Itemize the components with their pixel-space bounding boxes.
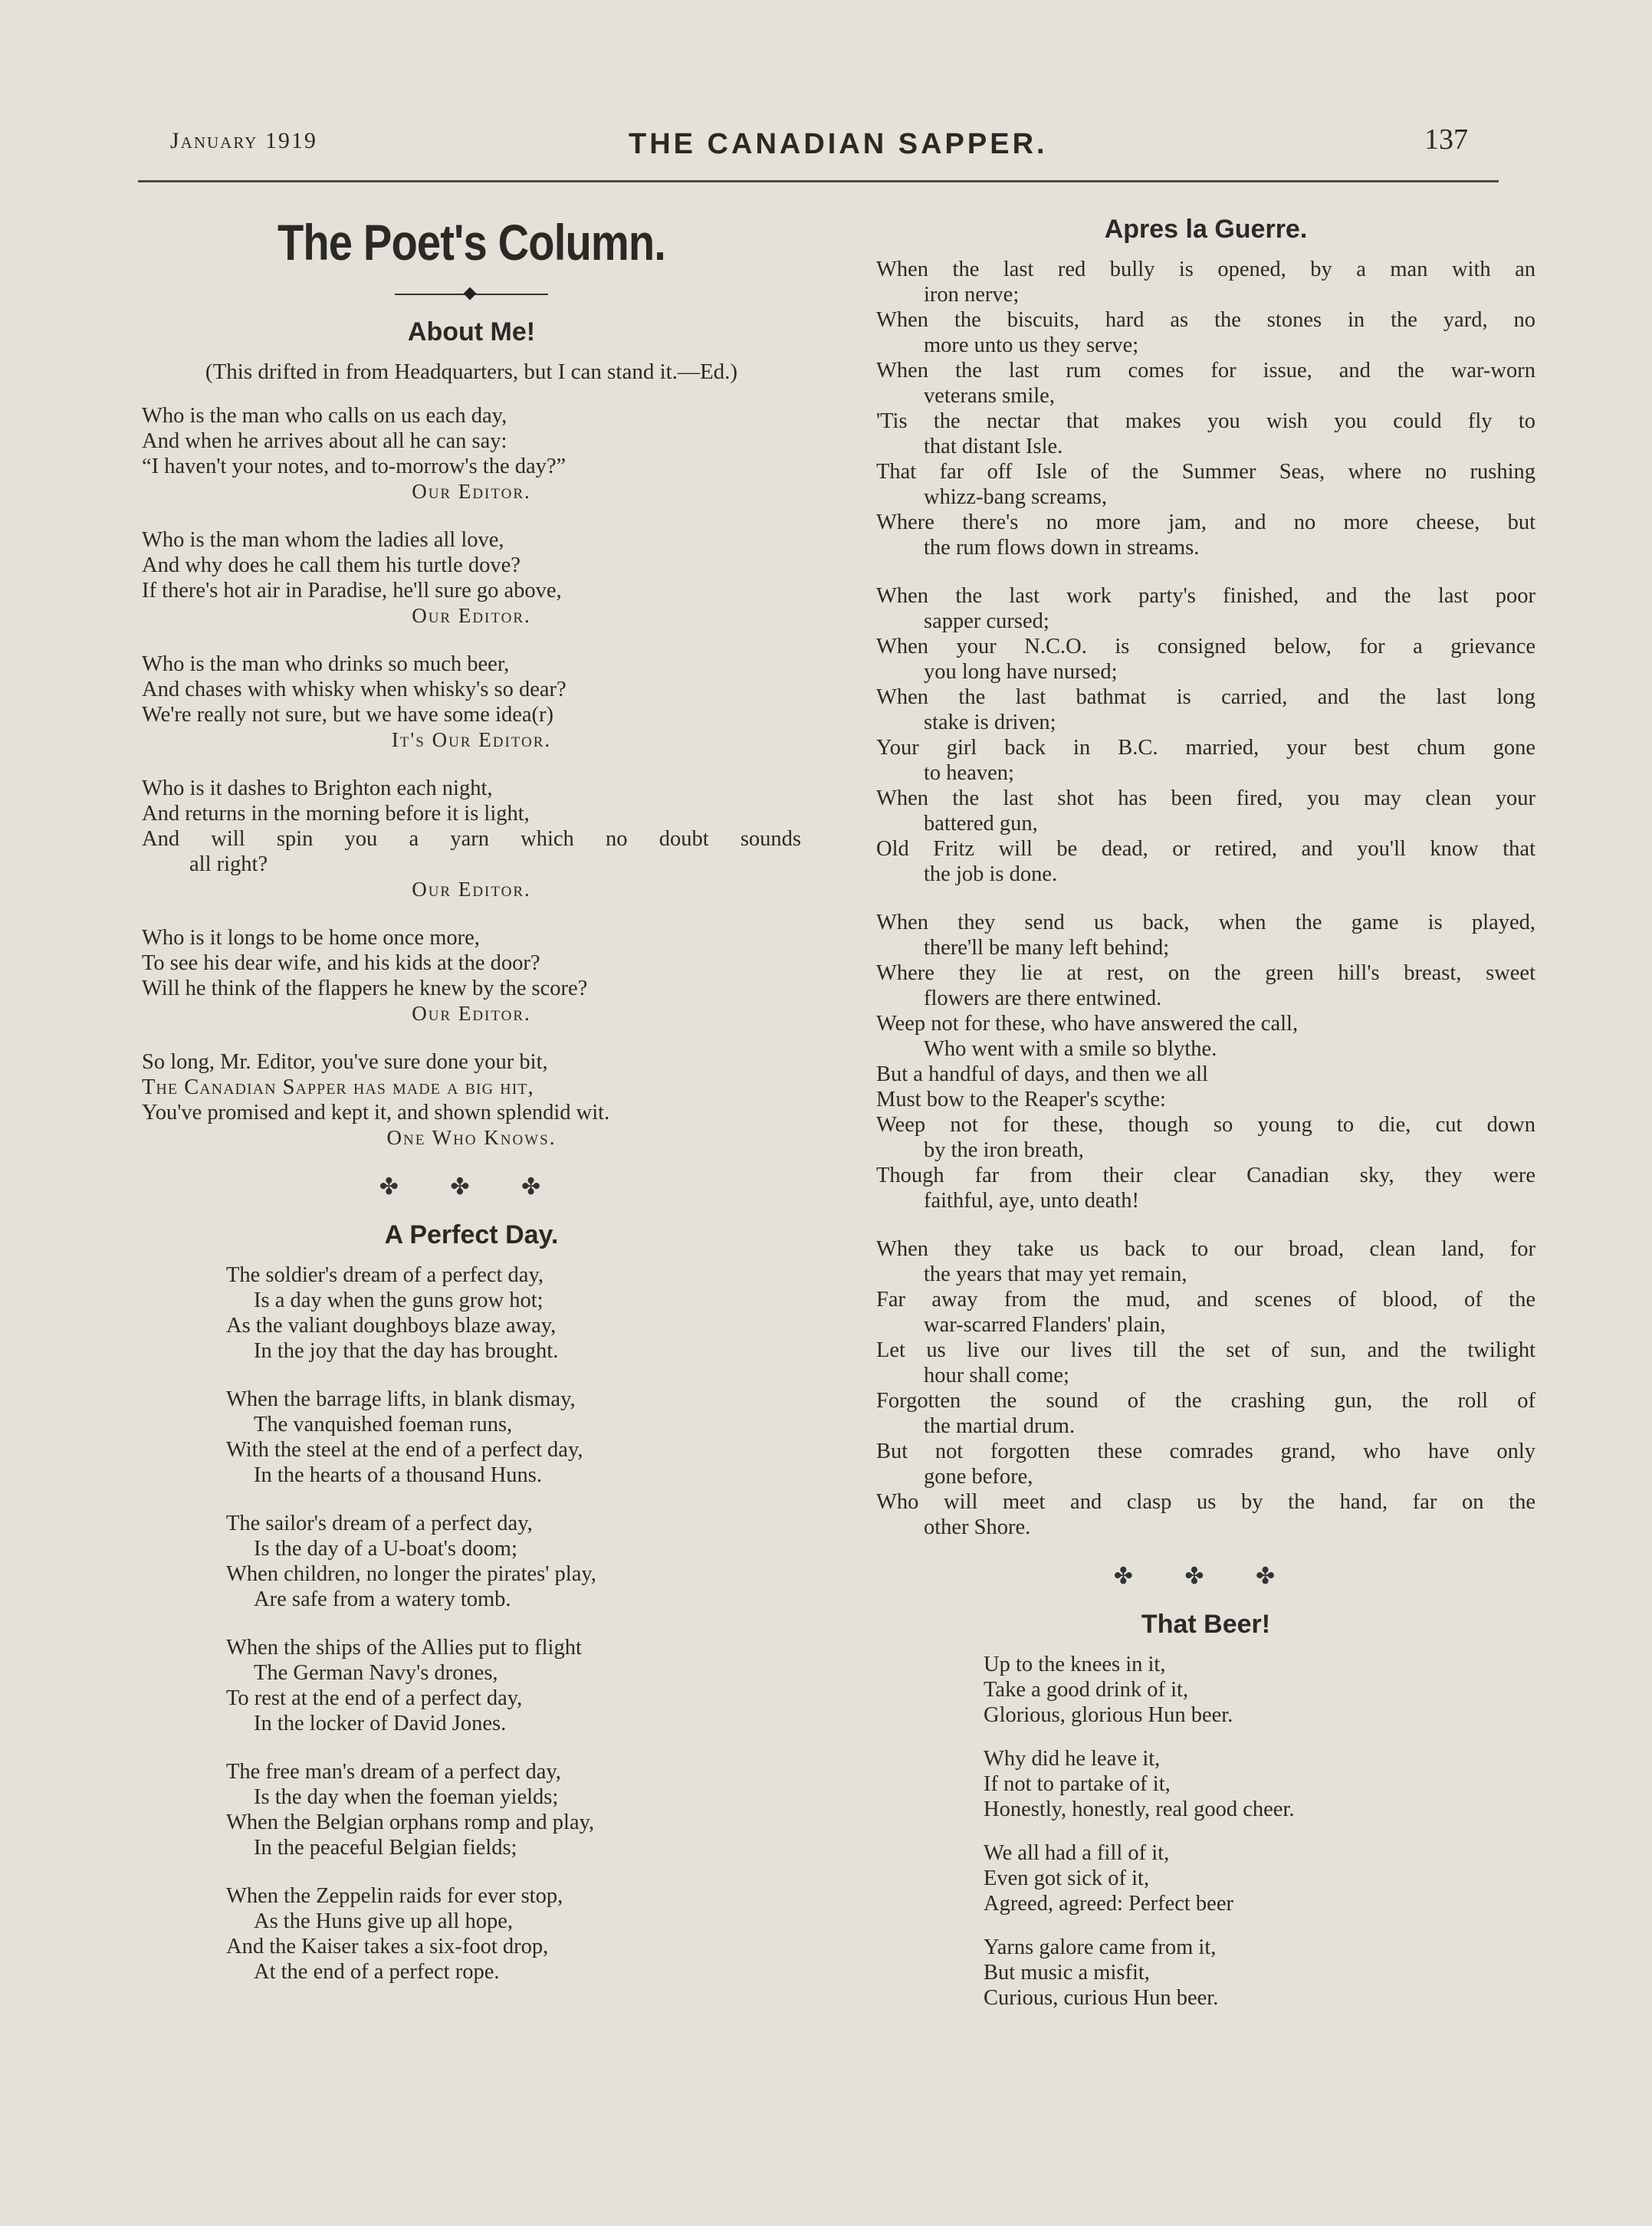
poem-line: Is the day when the foeman yields; (254, 1785, 559, 1809)
poem-line: The vanquished foeman runs, (254, 1413, 513, 1436)
poem-line: Is the day of a U-boat's doom; (254, 1537, 517, 1561)
poem-line: When the ships of the Allies put to flight (226, 1636, 582, 1660)
poem-line: Who is the man who drinks so much beer, (142, 652, 510, 676)
poem-apres-la-guerre (876, 215, 1535, 1540)
poem-line: Let us live our lives till the set of sun, and the twilight (876, 1338, 1535, 1362)
poem-line: Who went with a smile so blythe. (924, 1037, 1217, 1061)
poem-line: to heaven; (924, 761, 1014, 785)
poem-a-perfect-day (142, 1220, 801, 1985)
stanza (142, 1511, 801, 1612)
poem-line: Even got sick of it, (984, 1866, 1150, 1890)
poem-line: Your girl back in B.C. married, your best chum gone (876, 736, 1535, 760)
poem-line: battered gun, (924, 812, 1038, 836)
poem-title: A Perfect Day. (384, 1220, 559, 1249)
left-column (142, 207, 801, 2008)
poem-line: more unto us they serve; (924, 333, 1139, 357)
poem-line: Who will meet and clasp us by the hand, far on the (876, 1490, 1535, 1514)
poem-line: Yarns galore came from it, (984, 1935, 1217, 1959)
poem-line: In the joy that the day has brought. (254, 1339, 559, 1363)
stanza (142, 527, 801, 629)
stanza (876, 1935, 1535, 2011)
poem-line: With the steel at the end of a perfect day, (226, 1438, 583, 1462)
page-title: The Poet's Column. (277, 214, 666, 271)
poem-line: So long, Mr. Editor, you've sure done your bit, (142, 1050, 548, 1074)
poem-line: When your N.C.O. is consigned below, for a grievance (876, 635, 1535, 658)
poem-line: Forgotten the sound of the crashing gun, the roll of (876, 1389, 1535, 1413)
poem-line: Take a good drink of it, (984, 1678, 1189, 1702)
poem-line: the years that may yet remain, (924, 1262, 1187, 1286)
poem-line: hour shall come; (924, 1364, 1069, 1387)
attribution: Our Editor. (412, 878, 531, 901)
running-header (138, 123, 1499, 182)
poem-line: As the Huns give up all hope, (254, 1909, 513, 1933)
poem-line: the job is done. (924, 862, 1058, 886)
poem-line: all right? (189, 852, 268, 876)
poem-line: The soldier's dream of a perfect day, (226, 1263, 544, 1287)
poem-line: Though far from their clear Canadian sky, they were (876, 1164, 1535, 1187)
poem-line: In the locker of David Jones. (254, 1712, 507, 1735)
poem-line: When the Zeppelin raids for ever stop, (226, 1884, 563, 1908)
attribution: One Who Knows. (386, 1126, 557, 1149)
poem-line: whizz-bang screams, (924, 485, 1107, 509)
poem-line: When the last rum comes for issue, and the war-worn (876, 359, 1535, 382)
poem-line: We all had a fill of it, (984, 1841, 1170, 1865)
stanza (142, 776, 801, 902)
poem-line: When they take us back to our broad, clean land, for (876, 1237, 1535, 1261)
poem-line: iron nerve; (924, 283, 1020, 307)
poem-line: When the last shot has been fired, you may clean your (876, 786, 1535, 810)
attribution: Our Editor. (412, 480, 531, 503)
poem-line: But music a misfit, (984, 1961, 1150, 1985)
poem-line: Agreed, agreed: Perfect beer (984, 1892, 1233, 1916)
poem-line: If there's hot air in Paradise, he'll sure go above, (142, 579, 562, 602)
poem-that-beer (876, 1610, 1535, 2011)
stanza (142, 1883, 801, 1985)
poem-line: Is a day when the guns grow hot; (254, 1289, 544, 1312)
poem-line: war-scarred Flanders' plain, (924, 1313, 1166, 1337)
poem-line: And why does he call them his turtle dove? (142, 553, 521, 577)
poem-line: And chases with whisky when whisky's so dear? (142, 678, 567, 701)
poem-line: stake is driven; (924, 711, 1056, 734)
poem-line: Old Fritz will be dead, or retired, and you'll know that (876, 837, 1535, 861)
stanza (876, 1236, 1535, 1540)
poem-title: About Me! (407, 317, 536, 346)
poem-line: Why did he leave it, (984, 1747, 1161, 1771)
poem-line: To see his dear wife, and his kids at the door? (142, 951, 540, 975)
stanza (876, 910, 1535, 1213)
stanza (142, 1759, 801, 1860)
poem-line: And returns in the morning before it is light, (142, 802, 530, 826)
poem-line: the martial drum. (924, 1414, 1076, 1438)
poem-line: Honestly, honestly, real good cheer. (984, 1798, 1295, 1821)
poem-line: You've promised and kept it, and shown splendid wit. (142, 1101, 610, 1124)
poem-line: In the hearts of a thousand Huns. (254, 1463, 542, 1487)
stanza (876, 1746, 1535, 1822)
stanza (142, 1387, 801, 1488)
stanza (876, 1840, 1535, 1916)
poem-line: Must bow to the Reaper's scythe: (876, 1088, 1166, 1111)
poem-line: veterans smile, (924, 384, 1055, 408)
poem-line: flowers are there entwined. (924, 987, 1162, 1010)
stanza (876, 1652, 1535, 1728)
stanza (142, 925, 801, 1026)
poem-line: But a handful of days, and then we all (876, 1062, 1208, 1086)
poem-line: When the last work party's finished, and the last poor (876, 584, 1535, 608)
poem-line: Glorious, glorious Hun beer. (984, 1703, 1233, 1727)
poem-line: We're really not sure, but we have some idea(r) (142, 703, 553, 727)
poem-title: That Beer! (1141, 1610, 1271, 1639)
poem-line: That far off Isle of the Summer Seas, where no rushing (876, 460, 1535, 484)
poem-line: Who is it longs to be home once more, (142, 926, 480, 950)
poem-line: Where they lie at rest, on the green hill's breast, sweet (876, 961, 1535, 985)
poem-line: When the last bathmat is carried, and the last long (876, 685, 1535, 709)
poem-line: by the iron breath, (924, 1138, 1084, 1162)
poem-line: gone before, (924, 1465, 1033, 1489)
stanza (142, 1262, 801, 1364)
poem-line: Who is the man who calls on us each day, (142, 404, 507, 428)
poem-line: “I haven't your notes, and to-morrow's the day?” (142, 455, 567, 478)
poem-line: The German Navy's drones, (254, 1661, 498, 1685)
poem-line: Will he think of the flappers he knew by the score? (142, 977, 588, 1000)
poem-line: Who is the man whom the ladies all love, (142, 528, 504, 552)
poem-line: When the last red bully is opened, by a man with an (876, 258, 1535, 281)
attribution: Our Editor. (412, 1002, 531, 1025)
page-number: 137 (1424, 123, 1468, 156)
poem-line: When they send us back, when the game is played, (876, 911, 1535, 934)
magazine-title: THE CANADIAN SAPPER. (629, 128, 1048, 160)
poem-line: Weep not for these, though so young to die, cut down (876, 1113, 1535, 1137)
poem-line: the rum flows down in streams. (924, 536, 1200, 560)
poem-line: And will spin you a yarn which no doubt sounds (142, 827, 801, 851)
poem-line: Where there's no more jam, and no more cheese, but (876, 511, 1535, 534)
stanza (142, 403, 801, 504)
poem-line: When the barrage lifts, in blank dismay, (226, 1387, 576, 1411)
poem-line: The free man's dream of a perfect day, (226, 1760, 561, 1784)
poem-line: If not to partake of it, (984, 1772, 1171, 1796)
poem-line: Who is it dashes to Brighton each night, (142, 776, 493, 800)
poem-line: At the end of a perfect rope. (254, 1960, 500, 1984)
poem-about-me (142, 317, 801, 1151)
divider-ornament (395, 287, 548, 302)
poem-line: other Shore. (924, 1515, 1031, 1539)
stanza (142, 1049, 801, 1151)
issue-date: January 1919 (170, 128, 317, 153)
poem-line: there'll be many left behind; (924, 936, 1170, 960)
poem-line: faithful, aye, unto death! (924, 1189, 1139, 1213)
right-column (876, 207, 1535, 2029)
poem-line: Far away from the mud, and scenes of blood, of the (876, 1288, 1535, 1312)
stanza (142, 652, 801, 753)
stanza (142, 1635, 801, 1736)
poem-line: you long have nursed; (924, 660, 1118, 684)
poem-line: As the valiant doughboys blaze away, (226, 1314, 557, 1338)
poem-line: Weep not for these, who have answered the call, (876, 1012, 1299, 1036)
poem-line: When children, no longer the pirates' play, (226, 1562, 596, 1586)
section-separator-stars: ✤ ✤ ✤ (379, 1174, 564, 1200)
poem-line: 'Tis the nectar that makes you wish you could fly to (876, 409, 1535, 433)
stanza (876, 583, 1535, 887)
poem-line: And the Kaiser takes a six-foot drop, (226, 1935, 549, 1958)
poem-line: Curious, curious Hun beer. (984, 1986, 1219, 2010)
attribution: It's Our Editor. (391, 728, 552, 751)
poem-title: Apres la Guerre. (1104, 215, 1308, 244)
poem-line: The Canadian Sapper has made a big hit, (142, 1075, 534, 1099)
attribution: Our Editor. (412, 604, 531, 627)
poem-line: Are safe from a watery tomb. (254, 1587, 511, 1611)
section-separator-stars: ✤ ✤ ✤ (1113, 1564, 1299, 1589)
poem-line: that distant Isle. (924, 435, 1063, 458)
poem-line: When the Belgian orphans romp and play, (226, 1811, 595, 1834)
poem-line: To rest at the end of a perfect day, (226, 1686, 523, 1710)
poem-line: When the biscuits, hard as the stones in the yard, no (876, 308, 1535, 332)
poem-line: The sailor's dream of a perfect day, (226, 1512, 533, 1535)
stanza (876, 257, 1535, 560)
editor-note: (This drifted in from Headquarters, but I can stand it.—Ed.) (205, 360, 738, 384)
poem-line: sapper cursed; (924, 609, 1049, 633)
poem-line: But not forgotten these comrades grand, who have only (876, 1440, 1535, 1463)
poem-line: Up to the knees in it, (984, 1653, 1166, 1676)
poem-line: In the peaceful Belgian fields; (254, 1836, 517, 1860)
poem-line: And when he arrives about all he can say: (142, 429, 507, 453)
